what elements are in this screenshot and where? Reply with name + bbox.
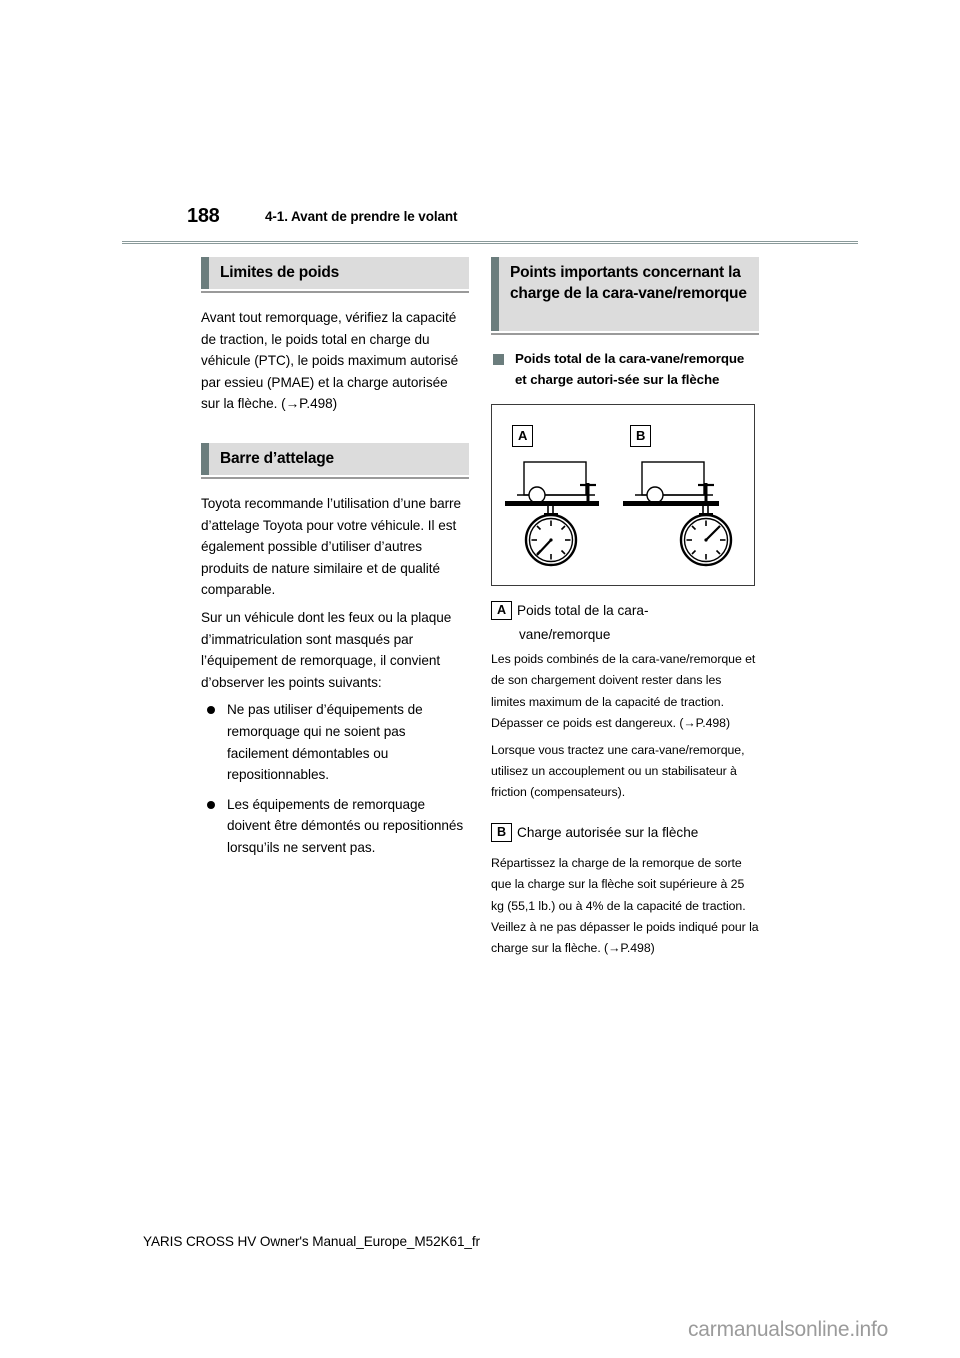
watermark: carmanualsonline.info [688, 1318, 889, 1341]
list-item: Ne pas utiliser d’équipements de remorquage qui ne soient pas facilement démontables ou repositionnables. [201, 699, 469, 785]
paragraph-item-b-1: Répartissez la charge de la remorque de sorte que la charge sur la flèche soit supérieure à 25 kg (55,1 lb.) ou à 4% de la capacité de traction. Veillez à ne pas dépasser le poids indiqué pour la charge sur la flèche. (→P.498) [491, 856, 759, 956]
paragraph-item-a-2: Lorsque vous tractez une cara-vane/remorque, utilisez un accouplement ou un stabilisateur à friction (compensateurs). [491, 743, 745, 800]
callout-b-title: Charge autorisée sur la flèche [517, 824, 699, 840]
page-title: 4-1. Avant de prendre le volant [265, 209, 458, 224]
callout-a-title-line2: vane/remorque [519, 626, 611, 642]
section-heading-points-importants [491, 257, 759, 333]
figure-label-b: B [630, 425, 651, 447]
section-heading-label: Points importants concernant la charge de la cara-vane/remorque [510, 264, 747, 302]
list-item: Les équipements de remorquage doivent être démontés ou repositionnés lorsqu’ils ne servent pas. [201, 794, 469, 859]
paragraph-barre-dattelage-2: Sur un véhicule dont les feux ou la plaque d’immatriculation sont masqués par l’équipement de remorquage, il convient d’observer les points suivants: [201, 609, 452, 690]
paragraph-barre-dattelage-1: Toyota recommande l’utilisation d’une barre d’attelage Toyota pour votre véhicule. Il est également possible d’utiliser d’autres produits de nature similaire et de qualité comparable. [201, 495, 462, 598]
section-heading-label: Barre d’attelage [220, 449, 334, 467]
bullet-list-remorquage [201, 699, 469, 858]
diagram-a [505, 462, 599, 565]
letter-box-b: B [491, 823, 512, 842]
figure-caravan-tongue-load [491, 404, 755, 586]
callout-item-a [491, 600, 759, 645]
callout-b-line [491, 822, 759, 844]
subheading-poids-total: Poids total de la cara-vane/remorque et charge autori-sée sur la flèche [491, 349, 759, 390]
left-column [201, 257, 469, 866]
figure-label-a: A [512, 425, 533, 447]
paragraph-limites-de-poids: Avant tout remorquage, vérifiez la capacité de traction, le poids total en charge du véhicule (PTC), le poids maximum autorisé par essieu (PMAE) et la charge autorisée sur la flèche. (→P.498) [201, 310, 459, 412]
section-heading-barre-dattelage [201, 443, 469, 477]
diagram-b [623, 462, 731, 565]
header-divider [122, 241, 858, 244]
section-heading-limites-de-poids [201, 257, 469, 291]
page-header [122, 205, 858, 239]
page-number: 188 [187, 205, 220, 227]
paragraph-item-a-1: Les poids combinés de la cara-vane/remorque et de son chargement doivent rester dans les limites maximum de la capacité de traction. Dépasser ce poids est dangereux. (→P.498) [491, 652, 756, 730]
footer-text: YARIS CROSS HV Owner's Manual_Europe_M52K61_fr [143, 1234, 480, 1249]
right-column [491, 257, 759, 965]
callout-a-title-line1: Poids total de la cara- [517, 603, 649, 618]
section-heading-label: Limites de poids [220, 264, 340, 281]
callout-item-b [491, 822, 759, 844]
letter-box-a: A [491, 601, 512, 620]
callout-a-line [491, 600, 759, 622]
figure-diagram-svg [492, 405, 754, 585]
